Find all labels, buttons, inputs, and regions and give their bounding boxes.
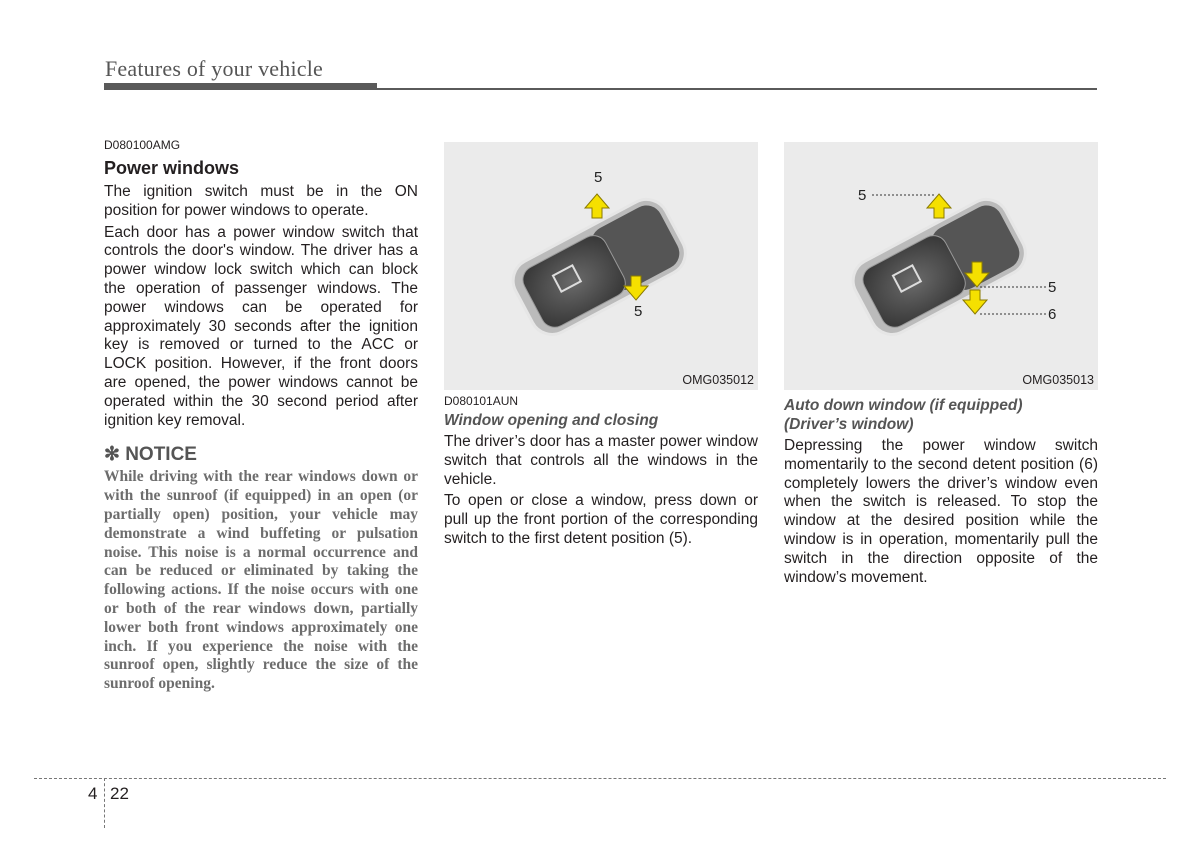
subsection-heading: Auto down window (if equipped) xyxy=(784,397,1023,414)
section-title: Features of your vehicle xyxy=(105,56,324,81)
footer-divider xyxy=(104,778,105,828)
paragraph: Depressing the power window switch momentarily to the second detent position (6) completely lowers the driver’s window even when the switch is released. To stop the window at the desired position while the window is in operation, momentarily pull the switch in the direction opposite of the window’s movement. xyxy=(784,437,1098,586)
paragraph: The ignition switch must be in the ON position for power windows to operate. xyxy=(104,183,418,219)
footer-rule xyxy=(34,778,1166,779)
header-rule-thin xyxy=(377,88,1097,90)
notice-body: While driving with the rear windows down or with the sunroof (if equipped) in an open (or partially open) position, your vehicle may demonstrate a wind buffeting or pulsation noise. This noise is a normal occurrence and can be reduced or eliminated by taking the following actions. If the noise occurs with one or both of the rear windows down, partially lower both front windows approximately one inch. If you experience the noise with the sunroof open, slightly reduce the size of the sunroof opening. xyxy=(104,468,418,693)
middle-column xyxy=(444,394,758,552)
figure-code: OMG035013 xyxy=(1022,373,1094,387)
subsection-heading: Window opening and closing xyxy=(444,412,659,429)
arrow-up-icon xyxy=(927,194,951,218)
page-number: 22 xyxy=(110,784,129,803)
arrow-up-icon xyxy=(585,194,609,218)
svg-text:5: 5 xyxy=(594,169,603,186)
header-rule-thick xyxy=(104,83,377,90)
paragraph: To open or close a window, press down or pull up the front portion of the corresponding switch to the first detent position (5). xyxy=(444,492,758,547)
window-switch-illustration xyxy=(444,142,758,390)
subsection-heading-sub: (Driver’s window) xyxy=(784,416,914,433)
chapter-number: 4 xyxy=(88,784,98,803)
left-column xyxy=(104,138,418,694)
svg-text:6: 6 xyxy=(1048,306,1057,323)
section-heading: Power windows xyxy=(104,158,240,178)
figure-window-switch-2 xyxy=(784,142,1098,390)
figure-window-switch-1 xyxy=(444,142,758,390)
paragraph: Each door has a power window switch that controls the door's window. The driver has a power window lock switch which can block the operation of passenger windows. The power windows can be operated for approximately 30 seconds after the ignition key is removed or turned to the ACC or LOCK position. However, if the front doors are opened, the power windows cannot be operated within the 30 second period after ignition key removal. xyxy=(104,223,418,429)
figure-code: OMG035012 xyxy=(682,373,754,387)
section-code: D080100AMG xyxy=(104,138,181,152)
right-column xyxy=(784,394,1098,590)
svg-text:5: 5 xyxy=(634,303,643,320)
svg-text:5: 5 xyxy=(1048,279,1057,296)
notice-title: ✻ NOTICE xyxy=(104,444,197,466)
window-switch-illustration xyxy=(784,142,1098,390)
section-code: D080101AUN xyxy=(444,394,519,408)
svg-text:5: 5 xyxy=(858,187,867,204)
paragraph: The driver’s door has a master power window switch that controls all the windows in the vehicle. xyxy=(444,433,758,488)
